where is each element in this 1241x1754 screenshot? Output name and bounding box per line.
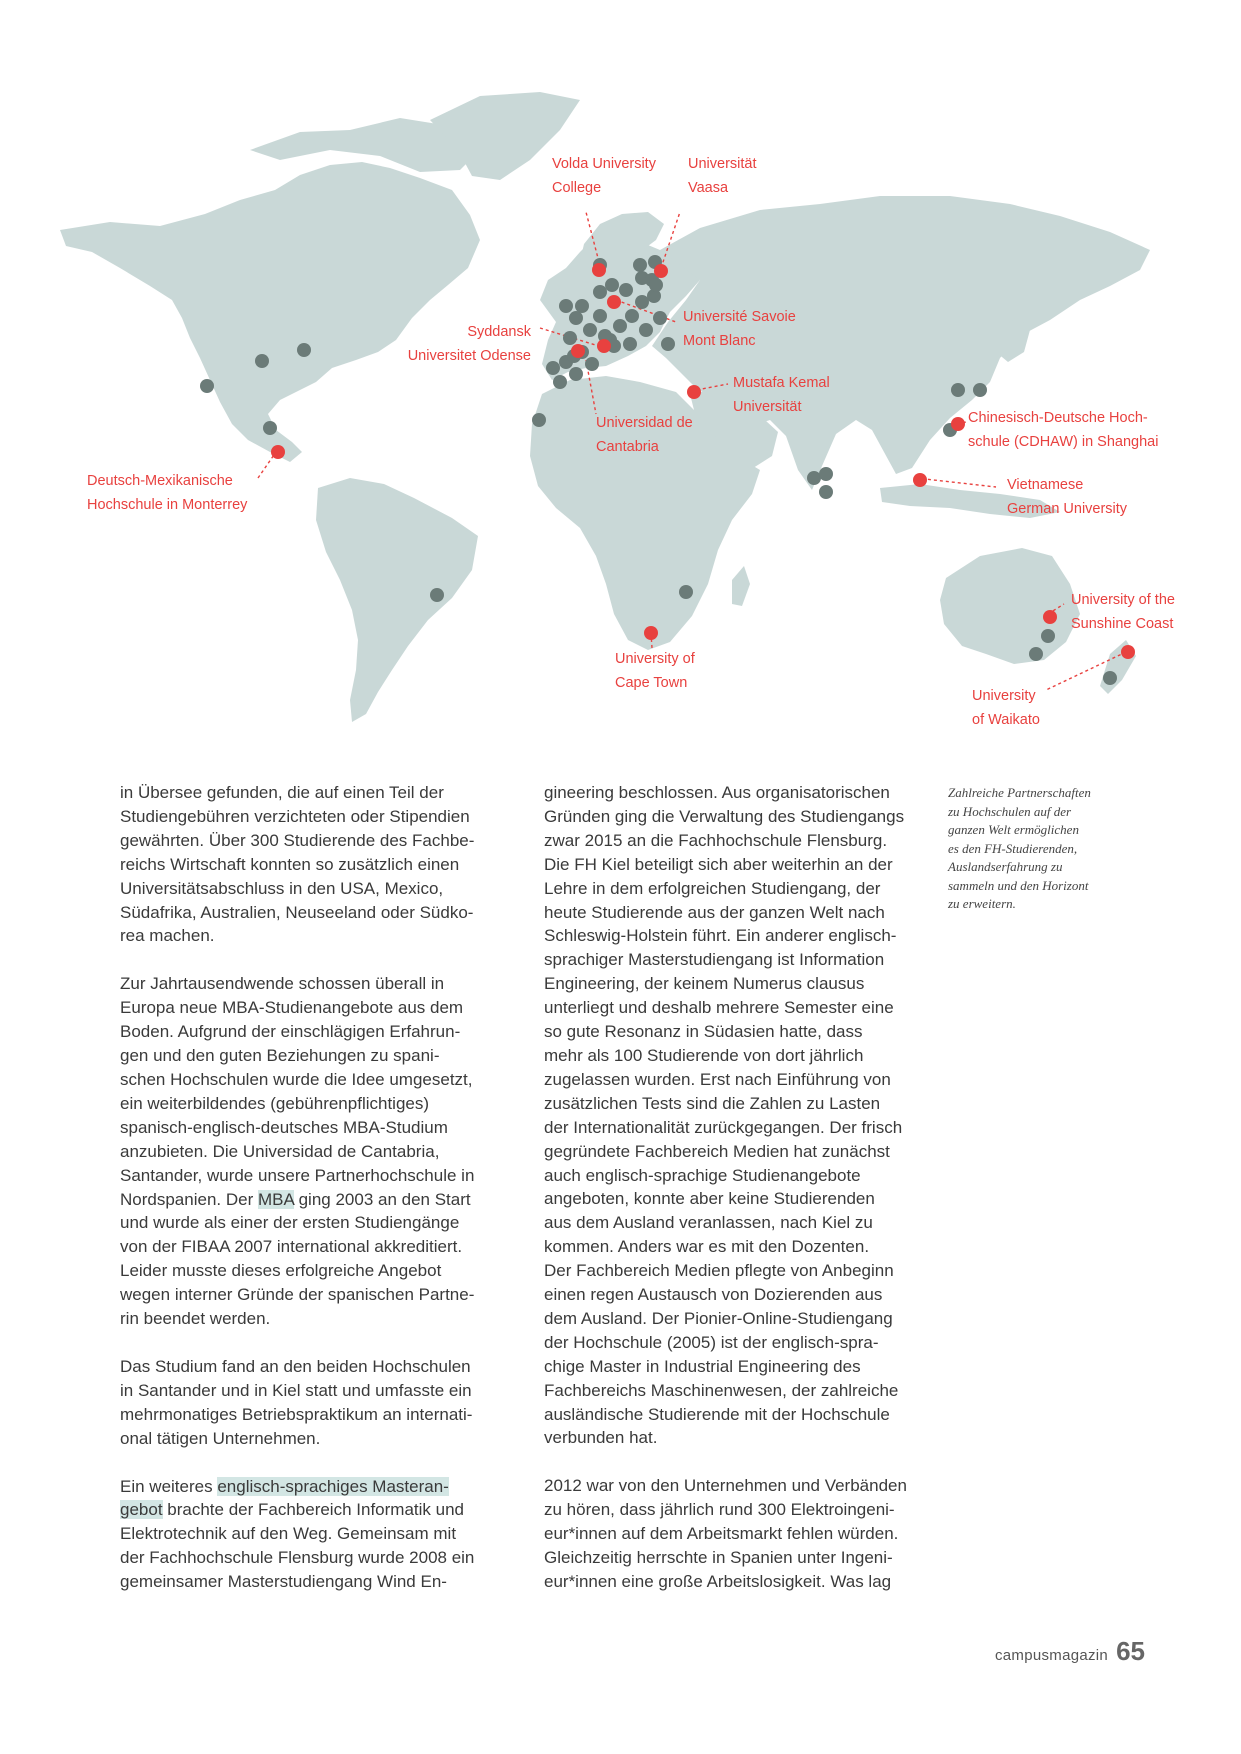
dot-sunshine-coast	[1043, 610, 1057, 624]
text-line: gewährten. Über 300 Studierende des Fachbe-	[120, 830, 475, 850]
text-line: anzubieten. Die Universidad de Cantabria,	[120, 1141, 440, 1161]
label-line: Volda University	[552, 156, 656, 172]
text-line: Schleswig-Holstein führt. Ein anderer englisch-	[544, 926, 897, 946]
text-line: rea machen.	[120, 926, 215, 946]
partner-dot	[569, 311, 583, 325]
caption-line: sammeln und den Horizont	[948, 877, 1089, 893]
label-waikato	[972, 684, 1040, 732]
caption-line: ganzen Welt ermöglichen	[948, 822, 1079, 837]
label-monterrey	[87, 469, 247, 517]
text-line: Universitätsabschluss in den USA, Mexico,	[120, 878, 444, 898]
partner-dot	[619, 283, 633, 297]
paragraph	[120, 972, 520, 1331]
text-line: wegen interner Gründe der spanischen Partne-	[120, 1285, 475, 1305]
page-number: 65	[1116, 1636, 1145, 1666]
label-line: Vaasa	[688, 180, 729, 196]
label-line: University of the	[1071, 592, 1175, 608]
partner-dot	[1103, 671, 1117, 685]
partner-dot	[661, 337, 675, 351]
partner-dot	[625, 309, 639, 323]
caption-line: Auslandserfahrung zu	[948, 859, 1063, 874]
dot-waikato	[1121, 645, 1135, 659]
text-line: gen und den guten Beziehungen zu spani-	[120, 1046, 440, 1066]
label-line: University of	[615, 651, 695, 667]
text-line: in Santander und in Kiel statt und umfasste ein	[120, 1380, 472, 1400]
text-line: Nordspanien. Der MBA ging 2003 an den Start	[120, 1189, 471, 1209]
partner-dot	[679, 585, 693, 599]
dot-vaasa	[654, 264, 668, 278]
text-line: gebot brachte der Fachbereich Informatik und	[120, 1500, 464, 1520]
partner-dot	[563, 331, 577, 345]
partner-dot	[613, 319, 627, 333]
label-mustafa-kemal	[733, 371, 830, 419]
partner-dot	[653, 311, 667, 325]
dot-cantabria	[571, 344, 585, 358]
label-cape-town	[615, 647, 695, 695]
text-line: chige Master in Industrial Engineering des	[544, 1356, 861, 1376]
text-line: mehrmonatiges Betriebspraktikum an internati-	[120, 1404, 473, 1424]
body-column-1	[120, 781, 520, 1618]
label-line: Cantabria	[596, 439, 659, 455]
land-south-america	[316, 478, 478, 722]
dot-shanghai	[951, 417, 965, 431]
label-volda	[552, 152, 656, 200]
text-line: eur*innen auf dem Arbeitsmarkt fehlen würden.	[544, 1524, 899, 1544]
caption-line: es den FH-Studierenden,	[948, 840, 1078, 856]
label-odense	[408, 320, 531, 368]
text-line: dem Ausland. Der Pionier-Online-Studiengang	[544, 1308, 893, 1328]
text-line: Boden. Aufgrund der einschlägigen Erfahrun-	[120, 1022, 461, 1042]
world-map	[0, 0, 1241, 760]
text-line: eur*innen eine große Arbeitslosigkeit. Was lag	[544, 1572, 892, 1591]
text-line: Santander, wurde unsere Partnerhochschule in	[120, 1165, 475, 1185]
label-line: College	[552, 180, 602, 196]
partner-dot	[263, 421, 277, 435]
paragraph	[120, 1355, 520, 1451]
caption-line: zu Hochschulen auf der	[948, 803, 1072, 819]
partner-dot	[649, 278, 663, 292]
label-cantabria	[596, 411, 693, 459]
partner-dot	[635, 295, 649, 309]
label-line: Universidad de	[596, 415, 693, 431]
partner-dot	[559, 299, 573, 313]
text-line: spanisch-englisch-deutsches MBA-Studium	[120, 1117, 448, 1137]
dot-savoie	[597, 339, 611, 353]
text-line: gemeinsamer Masterstudiengang Wind En-	[120, 1572, 447, 1592]
partner-dot	[807, 471, 821, 485]
partner-dot	[297, 343, 311, 357]
text-line: gegründete Fachbereich Medien hat zunächst	[544, 1141, 890, 1161]
text-line: sprachiger Masterstudiengang ist Information	[544, 950, 885, 970]
text-line: Südafrika, Australien, Neuseeland oder Südko-	[120, 902, 474, 922]
partner-dot	[200, 379, 214, 393]
text-line: Der Fachbereich Medien pflegte von Anbeginn	[544, 1261, 894, 1281]
dot-monterrey	[271, 445, 285, 459]
text-line: Ein weiteres englisch-sprachiges Masteran-	[120, 1476, 449, 1496]
body-column-2	[544, 781, 954, 1618]
label-line: of Waikato	[972, 712, 1040, 728]
text-line: angeboten, konnte aber keine Studierenden	[544, 1189, 875, 1209]
text-line: von der FIBAA 2007 international akkreditiert.	[120, 1237, 463, 1257]
paragraph	[120, 1475, 520, 1595]
highlight-master: englisch-sprachiges Masteran-	[217, 1476, 449, 1496]
text-line: Engineering, der keinem Numerus clausus	[544, 974, 865, 994]
text-line: schen Hochschulen wurde die Idee umgesetzt,	[120, 1069, 473, 1089]
text-line: Das Studium fand an den beiden Hochschulen	[120, 1356, 471, 1376]
partner-dot	[575, 299, 589, 313]
label-line: Cape Town	[615, 675, 688, 691]
dot-vietnamese-german	[913, 473, 927, 487]
text-line: Fachbereichs Maschinenwesen, der zahlreiche	[544, 1380, 899, 1400]
label-line: University	[972, 688, 1036, 704]
land-madagascar	[732, 566, 750, 606]
label-line: Mont Blanc	[683, 333, 756, 349]
land-north-america	[60, 162, 480, 462]
text-line: so gute Resonanz in Südasien hatte, dass	[544, 1022, 863, 1042]
label-line: Université Savoie	[683, 309, 796, 325]
label-line: Sunshine Coast	[1071, 616, 1174, 632]
text-line: der Fachhochschule Flensburg wurde 2008 ein	[120, 1548, 475, 1568]
text-line: unterliegt und deshalb mehrere Semester eine	[544, 998, 894, 1018]
text-line: Elektrotechnik auf den Weg. Gemeinsam mit	[120, 1524, 457, 1544]
land-australia	[940, 548, 1080, 664]
partner-dot	[1041, 629, 1055, 643]
partner-dot	[430, 588, 444, 602]
partner-dot	[819, 485, 833, 499]
label-savoie	[683, 305, 796, 353]
partner-dot	[532, 413, 546, 427]
label-vaasa	[688, 152, 757, 200]
text-line: reichs Wirtschaft konnten so zusätzlich einen	[120, 854, 460, 874]
label-sunshine-coast	[1071, 588, 1175, 636]
text-line: ausländische Studierende mit der Hochschule	[544, 1404, 890, 1424]
text-line: auch englisch-sprachige Studienangebote	[544, 1165, 861, 1185]
map-caption	[948, 784, 1148, 914]
label-line: Mustafa Kemal	[733, 375, 830, 391]
magazine-name: campusmagazin	[994, 1647, 1109, 1664]
partner-dot	[583, 323, 597, 337]
text-line: mehr als 100 Studierende von dort jährlich	[544, 1045, 864, 1065]
text-line: gineering beschlossen. Aus organisatorischen	[544, 783, 890, 802]
text-line: 2012 war von den Unternehmen und Verbänden	[544, 1476, 907, 1496]
partner-dot	[553, 375, 567, 389]
text-line: und wurde als einer der ersten Studiengänge	[120, 1213, 460, 1233]
partner-dot	[951, 383, 965, 397]
partner-dot	[255, 354, 269, 368]
partner-dot	[605, 278, 619, 292]
text-line: verbunden hat.	[544, 1428, 658, 1448]
text-line: Europa neue MBA-Studienangebote aus dem	[120, 998, 464, 1018]
label-shanghai	[968, 406, 1158, 454]
label-line: Universitet Odense	[407, 348, 531, 364]
text-line: onal tätigen Unternehmen.	[120, 1428, 321, 1448]
paragraph	[544, 781, 954, 1450]
text-line: heute Studierende aus der ganzen Welt nach	[544, 902, 885, 922]
dot-mustafa-kemal	[687, 385, 701, 399]
text-line: der Internationalität zurückgegangen. Der frisch	[544, 1117, 903, 1137]
highlight-mba: MBA	[257, 1189, 294, 1209]
label-line: Hochschule in Monterrey	[87, 497, 248, 513]
partner-dot	[593, 285, 607, 299]
text-line: Leider musste dieses erfolgreiche Angebot	[120, 1261, 442, 1281]
partner-dot	[546, 361, 560, 375]
partner-dot	[819, 467, 833, 481]
text-line: Die FH Kiel beteiligt sich aber weiterhin an der	[544, 854, 893, 874]
partner-dot	[1029, 647, 1043, 661]
partner-dot	[633, 258, 647, 272]
text-line: in Übersee gefunden, die auf einen Teil der	[120, 783, 444, 802]
label-line: Syddansk	[467, 324, 531, 340]
partner-dot	[593, 309, 607, 323]
partner-dot	[973, 383, 987, 397]
highlight-master: gebot	[120, 1500, 163, 1520]
partner-dot	[623, 337, 637, 351]
text-line: Lehre in dem erfolgreichen Studiengang, der	[544, 878, 881, 898]
caption-line: zu erweitern.	[948, 896, 1016, 911]
dot-volda	[592, 263, 606, 277]
text-line: Gleichzeitig herrschte in Spanien unter Ingeni-	[544, 1548, 893, 1568]
text-line: zwar 2015 an die Fachhochschule Flensburg.	[544, 830, 888, 850]
label-line: schule (CDHAW) in Shanghai	[968, 434, 1159, 450]
label-line: Deutsch-Mexikanische	[87, 473, 233, 489]
text-line: rin beendet werden.	[120, 1309, 271, 1329]
label-line: Chinesisch-Deutsche Hoch-	[968, 410, 1148, 426]
caption-line: Zahlreiche Partnerschaften	[948, 785, 1091, 800]
label-line: Universität	[733, 399, 802, 415]
partner-dot	[585, 357, 599, 371]
dot-cape-town	[644, 626, 658, 640]
text-line: Zur Jahrtausendwende schossen überall in	[120, 974, 445, 994]
text-line: der Hochschule (2005) ist der englisch-spra-	[544, 1332, 879, 1352]
text-line: einen regen Austausch von Dozierenden aus	[544, 1285, 883, 1305]
paragraph	[544, 1474, 954, 1594]
partner-dot	[639, 323, 653, 337]
label-line: German University	[1007, 501, 1128, 517]
text-line: Studiengebühren verzichteten oder Stipendien	[120, 806, 470, 826]
label-line: Vietnamese	[1007, 477, 1084, 493]
paragraph	[120, 781, 520, 948]
text-line: zusätzlichen Tests sind die Zahlen zu Lasten	[544, 1093, 881, 1113]
page-footer	[995, 1636, 1145, 1667]
label-vietnamese-german	[1007, 473, 1127, 521]
text-line: zu hören, dass jährlich rund 300 Elektroingeni-	[544, 1500, 895, 1520]
text-line: Gründen ging die Verwaltung des Studiengangs	[544, 806, 905, 826]
text-line: zugelassen wurden. Erst nach Einführung von	[544, 1069, 891, 1089]
text-line: ein weiterbildendes (gebührenpflichtiges)	[120, 1093, 430, 1113]
text-line: kommen. Anders war es mit den Dozenten.	[544, 1237, 870, 1257]
dot-odense	[607, 295, 621, 309]
label-line: Universität	[688, 156, 757, 172]
partner-dot	[569, 367, 583, 381]
text-line: aus dem Ausland veranlassen, nach Kiel zu	[544, 1213, 873, 1233]
